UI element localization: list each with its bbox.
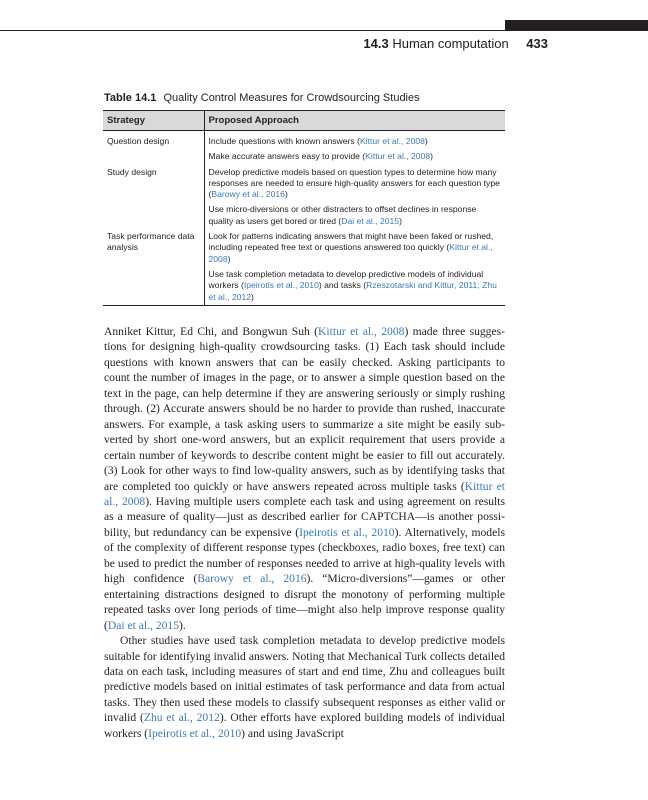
approach-text-end: ) (399, 215, 402, 226)
table-row (103, 229, 505, 267)
approach-cell (204, 131, 505, 150)
citation-link[interactable]: Dai et al., 2015 (107, 618, 180, 632)
citation-link[interactable]: Ipeirotis et al., 2010 (148, 726, 242, 740)
paragraph-1 (104, 324, 505, 633)
approach-text-end: ) (227, 253, 231, 264)
citation-link[interactable]: Zhu et al., 2012 (143, 711, 220, 725)
strategy-cell: Study design (107, 166, 157, 177)
strategy-cell (103, 202, 204, 229)
table-row (103, 202, 505, 229)
citation-link[interactable]: Kittur et al., 2008 (359, 136, 425, 146)
body-text (104, 324, 505, 741)
approach-text: Look for patterns indicating answers that might have been faked or rushed, including repeated free text or questions answered too quickly ( (208, 231, 494, 253)
paragraph-text: Other studies have used task completion metadata to develop predictive models suitable for identifying invalid answers. Noting that Mechanical Turk collects detailed data on each task, including measures of start and end time, Zhu and colleagues built predictive models based on initial estimates of task performance and data from actual tasks. They then used these models to classify subsequent responses as either valid or invalid ( (104, 634, 505, 725)
page-number: 433 (526, 36, 548, 51)
approach-text-end: ) (424, 136, 428, 146)
strategy-cell: Task performance data analysis (107, 231, 195, 253)
table-row (103, 149, 505, 164)
table-caption-text: Quality Control Measures for Crowdsourcing Studies (163, 92, 420, 104)
paragraph-text: Anniket Kittur, Ed Chi, and Bongwun Suh ( (104, 325, 319, 338)
strategy-cell: Question design (107, 136, 170, 146)
table-header-row (103, 111, 505, 131)
approach-cell (204, 229, 505, 267)
approach-text: Include questions with known answers ( (208, 136, 360, 146)
citation-link[interactable]: Ipeirotis et al., 2010 (243, 280, 319, 291)
section-title: Human computation (392, 36, 509, 51)
approach-text-end: ) (284, 189, 288, 200)
approach-text: Make accurate answers easy to provide ( (208, 151, 366, 162)
approach-text: Use micro-diversions or other distracters to offset declines in response quality as users get bored or tired ( (208, 204, 477, 226)
approach-text: Use task completion metadata to develop predictive models of individual workers ( (208, 268, 484, 291)
citation-link[interactable]: Kittur et al., 2008 (104, 479, 505, 508)
citation-link[interactable]: Dai et al., 2015 (341, 215, 400, 226)
strategy-cell (103, 267, 204, 305)
citation-link[interactable]: Kittur et al., 2008 (365, 151, 431, 162)
strategy-cell (103, 149, 204, 164)
table-caption (104, 92, 420, 104)
paragraph-text: ). “Micro-diversions”—games or other entertaining distractions designed to disrupt the monotony of performing multiple repeated tasks over long periods of time—might also help improve response quality ( (104, 572, 506, 632)
header-proposed-approach: Proposed Approach (204, 111, 505, 131)
paragraph-text: ). Alternatively, models of the complexity of different response types (checkboxes, radio boxes, free text) can be used to predict the number of responses needed to arrive at high-quality levels with high confidence ( (104, 525, 505, 586)
citation-link[interactable]: Rzeszotarski and Kittur, 2011; Zhu et al., 2012 (208, 280, 497, 302)
citation-link[interactable]: Barowy et al., 2016 (197, 572, 307, 586)
approach-cell (204, 267, 505, 305)
approach-text-end: ) (430, 151, 434, 162)
approach-text-end: ) (251, 291, 254, 302)
approach-cell (204, 149, 505, 164)
header-bar (505, 20, 648, 30)
paragraph-text: ) and using JavaScript (241, 726, 344, 740)
paragraph-text: ). (179, 618, 186, 632)
quality-control-table (103, 110, 505, 306)
table-label: Table 14.1 (104, 92, 157, 104)
approach-text: Develop predictive models based on question types to determine how many responses are needed to ensure high-quality answers for each question type ( (208, 166, 500, 200)
running-head (363, 36, 548, 51)
header-rule (0, 30, 648, 31)
citation-link[interactable]: Kittur et al., 2008 (208, 242, 493, 264)
approach-cell (204, 165, 505, 203)
header-strategy: Strategy (103, 111, 204, 131)
paragraph-text: ) made three suggestions for designing high-quality crowdsourcing tasks. (1) Each task should include questions with known answers that can be easily checked. Asking participants to count the number of images in the page, or to answer a simple question based on the text in the page, can help determine if they are answering seriously or simply rushing through. (2) Accurate answers should be no harder to provide than rushed, inaccurate answers. For example, a task asking users to summarize a site might be easily subverted by short one-word answers, but an explicit requirement that users provide a certain number of keywords to describe content might be easier to fill out accurately. (3) Look for other ways to find low-quality answers, such as by identifying tasks that are completed too quickly or have answers repeated across multiple tasks ( (104, 325, 506, 493)
paragraph-2 (104, 633, 505, 741)
paragraph-text: ). Other efforts have explored building models of individual workers ( (104, 711, 505, 740)
table-row (103, 131, 505, 150)
citation-link[interactable]: Kittur et al., 2008 (318, 325, 405, 338)
section-number: 14.3 (363, 36, 389, 51)
table-row (103, 165, 505, 203)
paragraph-text: ). Having multiple users complete each task and using agreement on results as a measure of quality—just as described earlier for CAPTCHA—is another possibility, but redundancy can be expensive ( (104, 494, 506, 539)
approach-text-mid: ) and tasks ( (318, 280, 367, 291)
table-row (103, 267, 505, 305)
approach-cell (204, 202, 505, 229)
citation-link[interactable]: Barowy et al., 2016 (211, 189, 285, 200)
citation-link[interactable]: Ipeirotis et al., 2010 (299, 525, 395, 539)
